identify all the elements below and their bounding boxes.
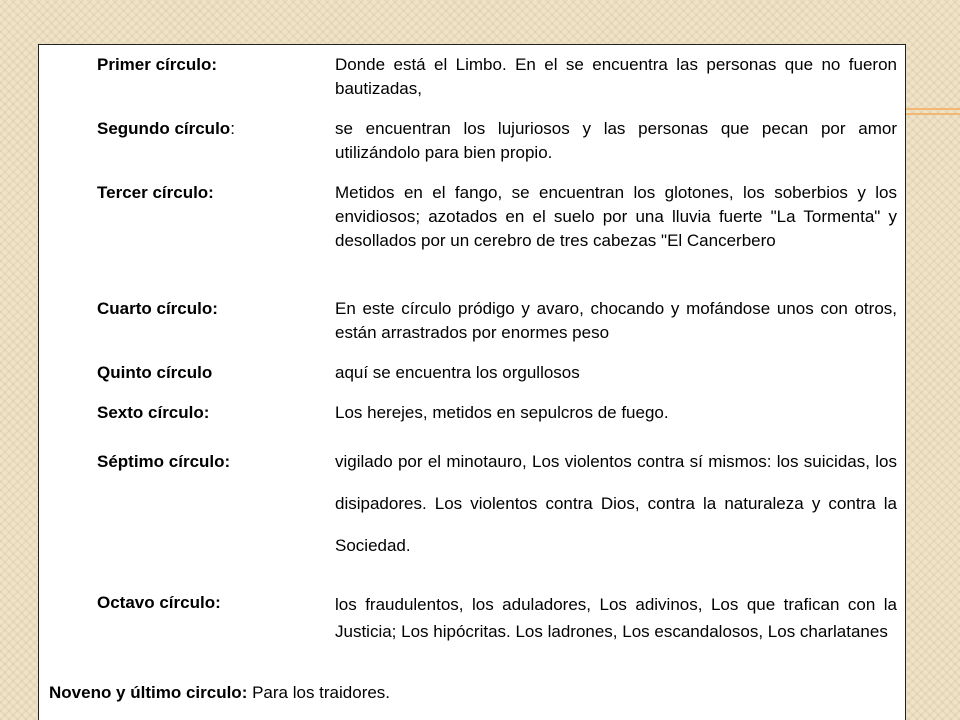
- final-circle-row: [49, 681, 390, 705]
- circle-description: los fraudulentos, los aduladores, Los adivinos, Los que trafican con la Justicia; Los hipócritas. Los ladrones, Los escandalosos, Los charlatanes: [335, 595, 897, 641]
- circle-description: vigilado por el minotauro, Los violentos contra sí mismos: los suicidas, los disipadores. Los violentos contra Dios, contra la naturaleza y contra la Sociedad.: [335, 452, 897, 555]
- circle-description: Donde está el Limbo. En el se encuentra las personas que no fueron bautizadas,: [335, 55, 897, 98]
- content-panel: [38, 44, 906, 720]
- circle-description: En este círculo pródigo y avaro, chocando y mofándose unos con otros, están arrastrados por enormes peso: [335, 299, 897, 342]
- circle-description: Los herejes, metidos en sepulcros de fuego.: [335, 403, 669, 422]
- circle-label: Tercer círculo:: [97, 183, 214, 202]
- final-circle-label: Noveno y último circulo:: [49, 683, 248, 702]
- circle-label: Sexto círculo:: [97, 403, 210, 422]
- circle-label: Cuarto círculo:: [97, 299, 218, 318]
- circle-label: Octavo círculo:: [97, 593, 221, 612]
- decorative-lines: [905, 108, 960, 122]
- circle-label: Segundo círculo:: [97, 119, 235, 138]
- circle-description: aquí se encuentra los orgullosos: [335, 363, 580, 382]
- circle-label: Quinto círculo: [97, 363, 213, 382]
- circle-label: Séptimo círculo:: [97, 452, 231, 471]
- final-circle-description: Para los traidores.: [247, 683, 391, 702]
- circle-description: se encuentran los lujuriosos y las personas que pecan por amor utilizándolo para bien propio.: [335, 119, 897, 162]
- circle-description: Metidos en el fango, se encuentran los glotones, los soberbios y los envidiosos; azotados en el suelo por una lluvia fuerte "La Tormenta" y desollados por un cerebro de tres cabezas "El Cancerbero: [335, 183, 897, 250]
- circle-label: Primer círculo:: [97, 55, 217, 74]
